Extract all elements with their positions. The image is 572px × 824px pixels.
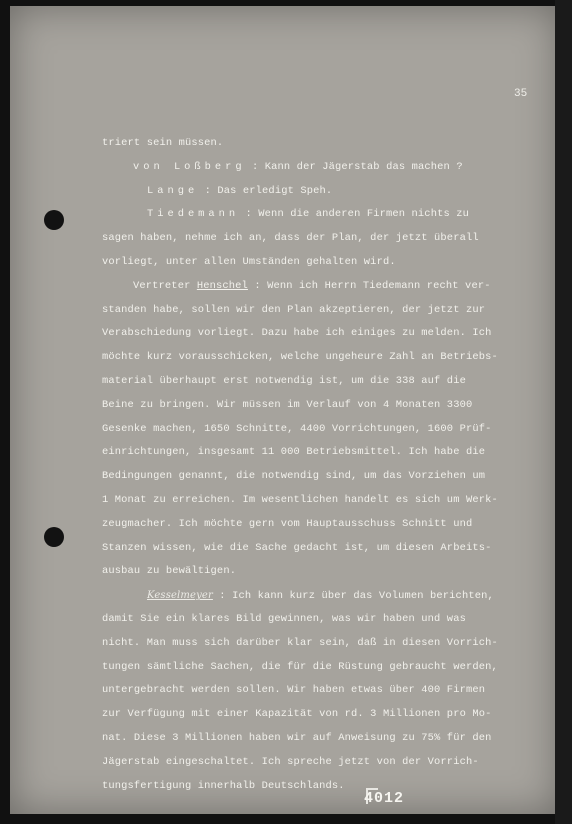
text-line [102, 727, 552, 751]
line-text: sagen haben, nehme ich an, dass der Plan, der jetzt überall [102, 232, 479, 245]
transcript-body [102, 132, 552, 798]
speaker-name: Kesselmeyer [147, 590, 213, 602]
text-line [102, 156, 552, 180]
text-line [102, 322, 552, 346]
document-stamp-number: 4012 [364, 790, 405, 807]
text-line [102, 441, 552, 465]
text-line [102, 560, 552, 584]
text-line [102, 203, 552, 227]
page-number: 35 [514, 88, 528, 100]
line-text: tungsfertigung innerhalb Deutschlands. [102, 779, 345, 792]
line-text: einrichtungen, insgesamt 11 000 Betriebsmittel. Ich habe die [102, 446, 486, 459]
speaker-name: Lange [147, 184, 199, 197]
text-line [102, 418, 552, 442]
line-text: standen habe, sollen wir den Plan akzeptieren, der jetzt zur [102, 303, 486, 316]
line-text: : Wenn die anderen Firmen nichts zu [245, 208, 470, 221]
line-text: zeugmacher. Ich möchte gern vom Hauptausschuss Schnitt und [102, 517, 473, 530]
text-line [102, 751, 552, 775]
line-text: zur Verfügung mit einer Kapazität von rd. 3 Millionen pro Mo- [102, 708, 492, 721]
text-line [102, 656, 552, 680]
line-text: Bedingungen genannt, die notwendig sind, um das Vorziehen um [102, 470, 486, 483]
text-line [102, 180, 552, 204]
text-line [102, 537, 552, 561]
line-text: Beine zu bringen. Wir müssen im Verlauf von 4 Monaten 3300 [102, 398, 473, 411]
text-line [102, 632, 552, 656]
line-text: : Ich kann kurz über das Volumen berichten, [219, 590, 494, 603]
speaker-name: Henschel [196, 279, 248, 292]
text-line [102, 465, 552, 489]
speaker-prefix: Vertreter [133, 279, 197, 292]
text-line [102, 608, 552, 632]
line-text: möchte kurz vorausschicken, welche ungeheure Zahl an Betriebs- [102, 351, 498, 364]
text-line [102, 703, 552, 727]
line-text: vorliegt, unter allen Umständen gehalten wird. [102, 255, 396, 268]
text-line [102, 275, 552, 299]
line-text: Stanzen wissen, wie die Sache gedacht ist, um diesen Arbeits- [102, 541, 492, 554]
text-line [102, 584, 552, 608]
text-line [102, 299, 552, 323]
line-text: nicht. Man muss sich darüber klar sein, daß in diesen Vorrich- [102, 636, 498, 649]
text-line [102, 775, 552, 799]
line-text: nat. Diese 3 Millionen haben wir auf Anweisung zu 75% für den [102, 731, 492, 744]
text-line [102, 346, 552, 370]
text-line [102, 227, 552, 251]
line-text: ausbau zu bewältigen. [102, 565, 237, 578]
line-text: triert sein müssen. [102, 137, 224, 149]
scanner-edge [555, 0, 572, 824]
line-text: untergebracht werden sollen. Wir haben etwas über 400 Firmen [102, 684, 486, 697]
line-text: damit Sie ein klares Bild gewinnen, was wir haben und was [102, 612, 466, 625]
line-text: tungen sämtliche Sachen, die für die Rüstung gebraucht werden, [102, 660, 498, 673]
text-line [102, 679, 552, 703]
line-text: 1 Monat zu erreichen. Im wesentlichen handelt es sich um Werk- [102, 493, 498, 506]
line-text: Verabschiedung vorliegt. Dazu habe ich einiges zu melden. Ich [102, 327, 492, 340]
text-line [102, 251, 552, 275]
line-text: : Kann der Jägerstab das machen ? [251, 160, 463, 173]
line-text: Jägerstab eingeschaltet. Ich spreche jetzt von der Vorrich- [102, 755, 479, 768]
text-line [102, 513, 552, 537]
text-line [102, 370, 552, 394]
text-line [102, 489, 552, 513]
line-text: : Das erledigt Speh. [204, 184, 333, 197]
line-text: material überhaupt erst notwendig ist, um die 338 auf die [102, 374, 466, 387]
speaker-name: Tiedemann [147, 208, 240, 221]
punch-hole-bottom [44, 527, 64, 547]
speaker-name: von Loßberg [133, 160, 246, 173]
line-text: Gesenke machen, 1650 Schnitte, 4400 Vorrichtungen, 1600 Prüf- [102, 422, 492, 435]
line-text: : Wenn ich Herrn Tiedemann recht ver- [254, 279, 491, 292]
text-line [102, 132, 552, 156]
text-line [102, 394, 552, 418]
punch-hole-top [44, 210, 64, 230]
